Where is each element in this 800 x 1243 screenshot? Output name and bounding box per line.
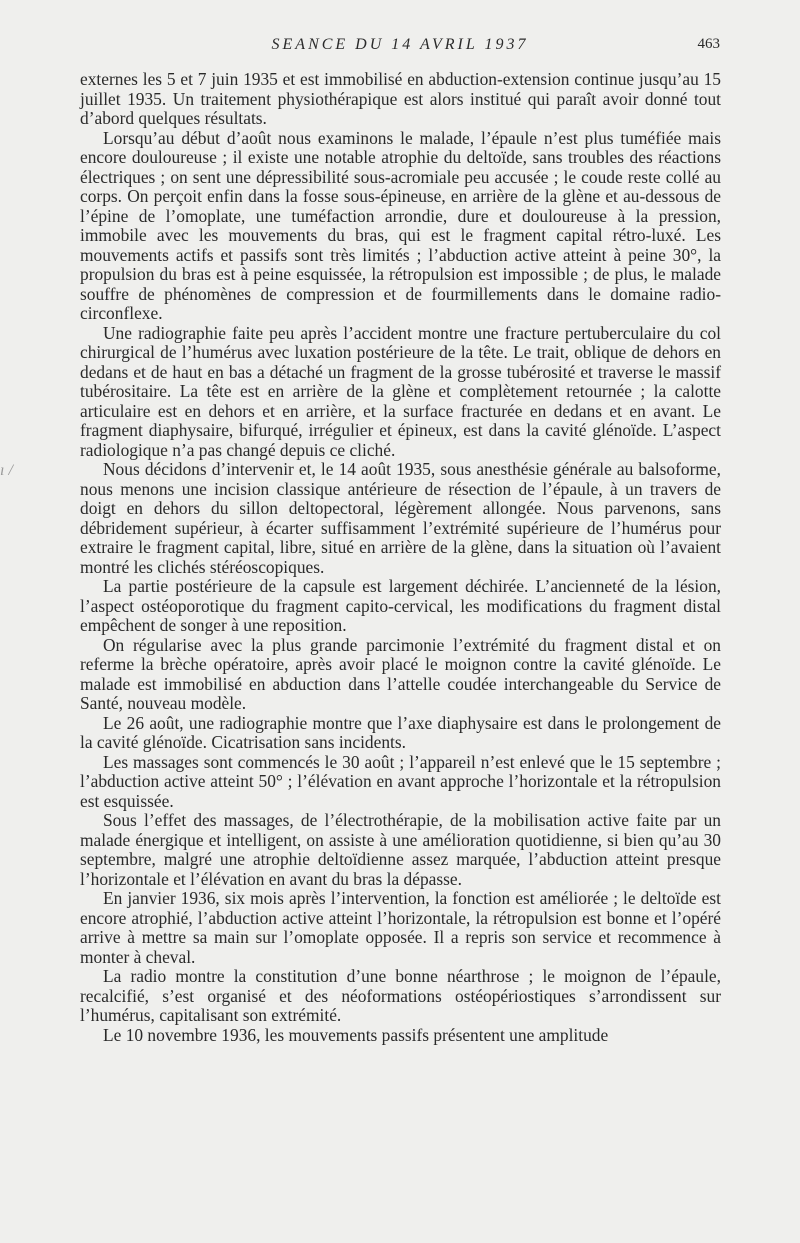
paragraph-5: La partie postérieure de la capsule est largement déchirée. L’ancienneté de la lésion, l’aspect ostéoporotique du fragment capito-cervical, les modifications du fragment distal empêchent de songer à une reposition. (80, 576, 721, 635)
running-head (80, 36, 720, 60)
page-number: 463 (697, 36, 720, 52)
paragraph-8: Les massages sont commencés le 30 août ; l’appareil n’est enlevé que le 15 septembre ; l’abduction active atteint 50° ; l’élévation en avant approche l’horizontale et la rétropulsion est esquissée. (80, 751, 721, 811)
paragraph-2: Lorsqu’au début d’août nous examinons le malade, l’épaule n’est plus tuméfiée mais encore douloureuse ; il existe une notable atrophie du deltoïde, sans troubles des réactions électriques ; on sent une dépressibilité sous-acromiale peu accusée ; le coude reste collé au corps. On perçoit enfin dans la fosse sous-épineuse, en arrière de la glène et au-dessous de l’épine de l’omoplate, une tuméfaction arrondie, dure et douloureuse à la pression, immobile avec les mouvements du bras, qui est le fragment capital rétro-luxé. Les mouvements actifs et passifs sont très limités ; l’abduction active atteint à peine 30°, la propulsion du bras est à peine esquissée, la rétropulsion est impossible ; de plus, le malade souffre de phénomènes de compression et de fourmillements dans le domaine radio-circonflexe. (80, 127, 721, 323)
paragraph-12: Le 10 novembre 1936, les mouvements passifs présentent une amplitude (103, 1024, 609, 1045)
running-title: SEANCE DU 14 AVRIL 1937 (271, 36, 529, 53)
paragraph-4: Nous décidons d’intervenir et, le 14 août 1935, sous anesthésie générale au balsoforme, nous menons une incision classique antérieure de résection de l’épaule, à un travers de doigt en dehors du sillon deltopectoral, légèrement allongée. Nous parvenons, sans débridement supérieur, à écarter suffisamment l’extrémité supérieure de l’humérus pour extraire le fragment capital, libre, situé en arrière de la glène, dans la situation où l’avaient montré les clichés stéréoscopiques. (80, 459, 721, 577)
paragraph-11: La radio montre la constitution d’une bonne néarthrose ; le moignon de l’épaule, recalcifié, s’est organisé et des néoformations ostéopériostiques s’arrondissent sur l’humérus, capitalisant son extrémité. (80, 966, 721, 1025)
paragraph-7: Le 26 août, une radiographie montre que l’axe diaphysaire est dans le prolongement de la cavité glénoïde. Cicatrisation sans incidents. (80, 712, 721, 752)
paragraph-1: externes les 5 et 7 juin 1935 et est immobilisé en abduction-extension continue jusqu’au 15 juillet 1935. Un traitement physiothérapique est alors institué qui paraît avoir donné tout d’abord quelques résultats. (80, 69, 721, 128)
paragraph-6: On régularise avec la plus grande parcimonie l’extrémité du fragment distal et on referme la brèche opératoire, après avoir placé le moignon contre la cavité glénoïde. Le malade est immobilisé en abduction dans l’attelle coudée interchangeable du Service de Santé, nouveau modèle. (80, 634, 721, 713)
body-text (80, 70, 721, 1045)
paragraph-3: Une radiographie faite peu après l’accident montre une fracture pertuberculaire du col chirurgical de l’humérus avec luxation postérieure de la tête. Le trait, oblique de dehors en dedans et de haut en bas a détaché un fragment de la grosse tubérosité et traverse le massif tubérositaire. La tête est en arrière de la glène et complètement retournée ; la calotte articulaire est en dehors et en arrière, et la surface fracturée en dedans et en avant. Le fragment diaphysaire, bifurqué, irrégulier et épineux, est dans la cavité glénoïde. L’aspect radiologique n’a pas changé depuis ce cliché. (80, 322, 721, 460)
margin-mark: ı / (0, 462, 13, 479)
paragraph-10: En janvier 1936, six mois après l’intervention, la fonction est améliorée ; le deltoïde est encore atrophié, l’abduction active atteint l’horizontale, la rétropulsion est bonne et l’opéré arrive à mettre sa main sur l’omoplate opposée. Il a repris son service et recommence à monter à cheval. (80, 888, 721, 967)
paragraph-9: Sous l’effet des massages, de l’électrothérapie, de la mobilisation active faite par un malade énergique et intelligent, on assiste à une amélioration quotidienne, si bien qu’au 30 septembre, malgré une atrophie deltoïdienne assez marquée, l’abduction atteint presque l’horizontale et l’élévation en avant du bras la dépasse. (80, 810, 721, 889)
